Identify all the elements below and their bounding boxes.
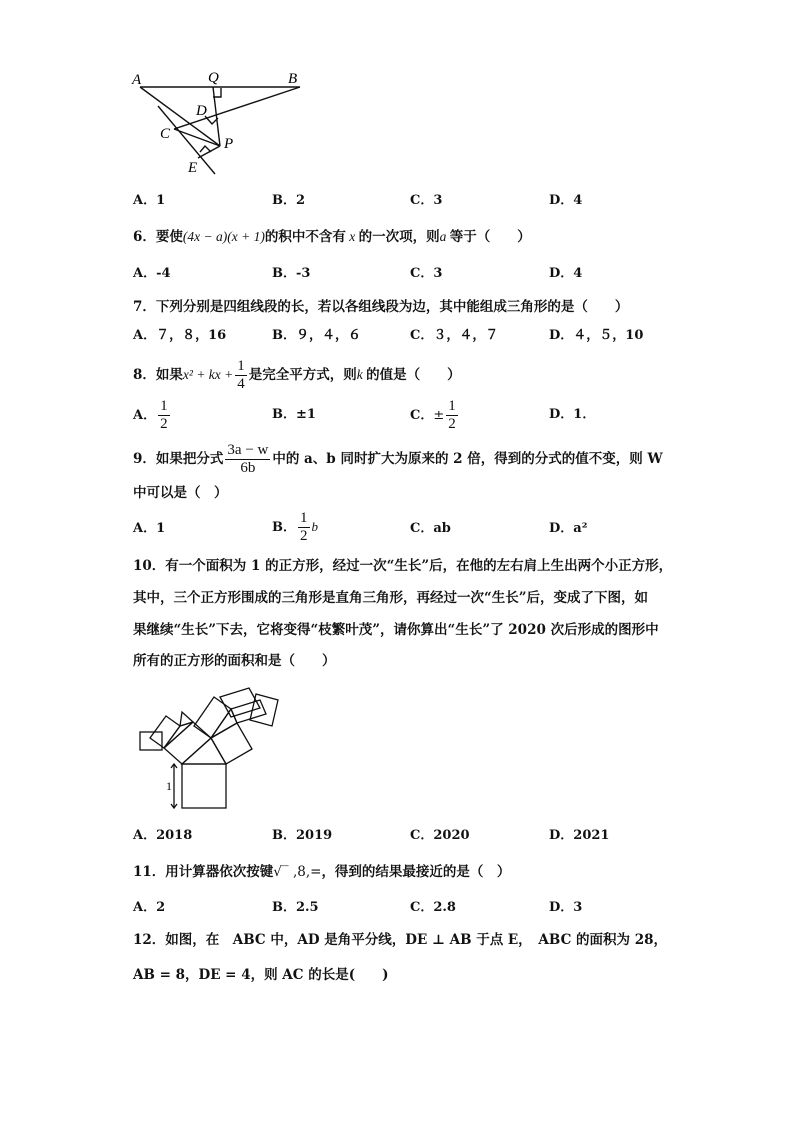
- q8-option-b[interactable]: B．±1: [272, 407, 316, 422]
- question-7: 7．下列分别是四组线段的长，若以各组线段为边，其中能组成三角形的是（ ）: [133, 299, 629, 315]
- q8-fraction: $\frac{1}{4}$: [237, 358, 245, 392]
- question-6: 6．要使(4x − a)(x + 1)的积中不含有 x 的一次项，则a 等于（ ）: [133, 229, 531, 245]
- question-10-line3: 果继续“生长”下去，它将变得“枝繁叶茂”，请你算出“生长”了 2020 次后形成的图形中: [133, 622, 659, 638]
- q8-option-c[interactable]: C．± $\frac{1}{2}$: [410, 398, 456, 432]
- q10-option-d[interactable]: D．2021: [549, 828, 610, 843]
- pythagoras-tree-figure: [136, 682, 286, 812]
- question-10-line4: 所有的正方形的面积和是（ ）: [133, 653, 336, 669]
- label-P: P: [224, 136, 234, 152]
- label-Q: Q: [208, 70, 219, 86]
- question-9: 9．如果把分式 $\frac{3a - w}{6b}$ 中的 a、b 同时扩大为原来的 2 倍，得到的分式的值不变，则 W: [133, 442, 663, 476]
- q10-option-c[interactable]: C．2020: [410, 828, 470, 843]
- label-C: C: [160, 126, 171, 142]
- q10-option-a[interactable]: A．2018: [133, 828, 193, 843]
- question-12-line2: AB = 8，DE = 4，则 AC 的长是( ): [133, 967, 389, 983]
- label-E: E: [188, 160, 198, 176]
- q7-option-b[interactable]: B．９，４，６: [272, 328, 361, 343]
- left-square: [164, 722, 211, 764]
- q5-option-a[interactable]: A．1: [133, 193, 166, 208]
- q6-option-b[interactable]: B．-3: [272, 266, 311, 281]
- triangle-left: [164, 722, 193, 748]
- q6-option-d[interactable]: D．4: [549, 266, 583, 281]
- q6-option-a[interactable]: A．-4: [133, 266, 171, 281]
- question-10-line1: 10．有一个面积为 1 的正方形，经过一次“生长”后，在他的左右肩上生出两个小正方形，: [133, 558, 673, 574]
- q5-option-d[interactable]: D．4: [549, 193, 583, 208]
- q11-option-c[interactable]: C．2.8: [410, 900, 456, 915]
- question-8: 8．如果x² + kx + $\frac{1}{4}$ 是完全平方式，则k 的值是（ ）: [133, 358, 461, 392]
- calculator-keys: √‾ ,8,=: [273, 864, 322, 880]
- q9-option-a[interactable]: A．1: [133, 521, 166, 536]
- q9-option-b[interactable]: B． $\frac{1}{2}$ b: [272, 510, 318, 544]
- line-PE: [198, 146, 220, 158]
- left-small-square: [140, 732, 162, 750]
- question-12-line1: 12．如图，在 ABC 中，AD 是角平分线，DE ⊥ AB 于点 E， ABC 的面积为 28，: [133, 932, 667, 948]
- q7-option-d[interactable]: D．４，５，10: [549, 328, 644, 343]
- q9-fraction: $\frac{3a - w}{6b}$: [227, 442, 269, 476]
- question-10-line2: 其中，三个正方形围成的三角形是直角三角形，再经过一次“生长”后，变成了下图，如: [133, 590, 649, 606]
- line-CP: [174, 129, 220, 146]
- q5-option-b[interactable]: B．2: [272, 193, 306, 208]
- right-angle-E: [200, 146, 211, 152]
- label-D: D: [196, 103, 207, 119]
- line-BC: [174, 87, 300, 129]
- geometry-figure-q5: [128, 66, 313, 178]
- label-A: A: [132, 72, 142, 88]
- q5-option-c[interactable]: C．3: [410, 193, 443, 208]
- q11-option-d[interactable]: D．3: [549, 900, 583, 915]
- q10-option-b[interactable]: B．2019: [272, 828, 333, 843]
- question-9-line2: 中可以是（ ）: [133, 485, 228, 501]
- q9-option-c[interactable]: C．ab: [410, 521, 451, 536]
- question-11: 11．用计算器依次按键√‾ ,8,=，得到的结果最接近的是（ ）: [133, 864, 511, 880]
- q9-option-d[interactable]: D．a²: [549, 521, 588, 536]
- q8-option-a[interactable]: A． $\frac{1}{2}$: [133, 398, 168, 432]
- right-left-square: [194, 697, 231, 738]
- dimension-label: 1: [166, 779, 172, 793]
- line-AP: [140, 87, 220, 146]
- q8-option-d[interactable]: D．1．: [549, 407, 596, 422]
- base-square: [182, 764, 226, 808]
- triangle-1: [182, 738, 226, 764]
- q7-option-a[interactable]: A．７，８，16: [133, 328, 227, 343]
- q11-option-a[interactable]: A．2: [133, 900, 166, 915]
- q11-option-b[interactable]: B．2.5: [272, 900, 319, 915]
- line-QP: [213, 87, 220, 146]
- q7-option-c[interactable]: C．３，４，７: [410, 328, 499, 343]
- q6-option-c[interactable]: C．3: [410, 266, 443, 281]
- label-B: B: [288, 71, 298, 87]
